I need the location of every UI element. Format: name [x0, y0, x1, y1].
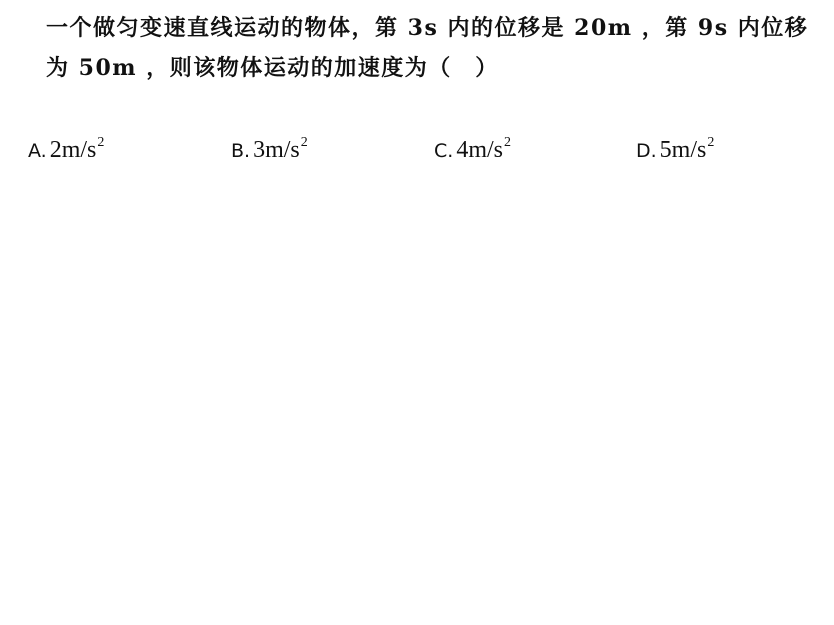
- choice-b[interactable]: [231, 125, 308, 169]
- answer-choices: [0, 125, 834, 165]
- question-line-1: 一个做匀变速直线运动的物体，第 3s 内的位移是 20m ，第 9s 内位移: [46, 15, 809, 41]
- choice-b-value: 3m/s: [253, 137, 300, 163]
- choice-a-letter: A.: [28, 140, 47, 162]
- choice-b-letter: B.: [231, 140, 251, 162]
- choice-a[interactable]: [28, 125, 104, 169]
- choice-d-value: 5m/s: [659, 137, 707, 163]
- choice-c-value: 4m/s: [456, 137, 503, 163]
- choice-b-exponent: 2: [300, 135, 308, 150]
- choice-d-letter: D.: [636, 140, 657, 162]
- choice-c[interactable]: [434, 125, 511, 169]
- question-stem: [46, 8, 826, 88]
- choice-d-exponent: 2: [707, 135, 715, 150]
- choice-c-letter: C.: [434, 140, 454, 162]
- question-line-2: 为 50m ，则该物体运动的加速度为（ ）: [46, 55, 499, 81]
- choice-a-value: 2m/s: [49, 137, 97, 163]
- choice-a-exponent: 2: [97, 135, 105, 150]
- choice-d[interactable]: [636, 125, 714, 169]
- choice-c-exponent: 2: [504, 135, 511, 150]
